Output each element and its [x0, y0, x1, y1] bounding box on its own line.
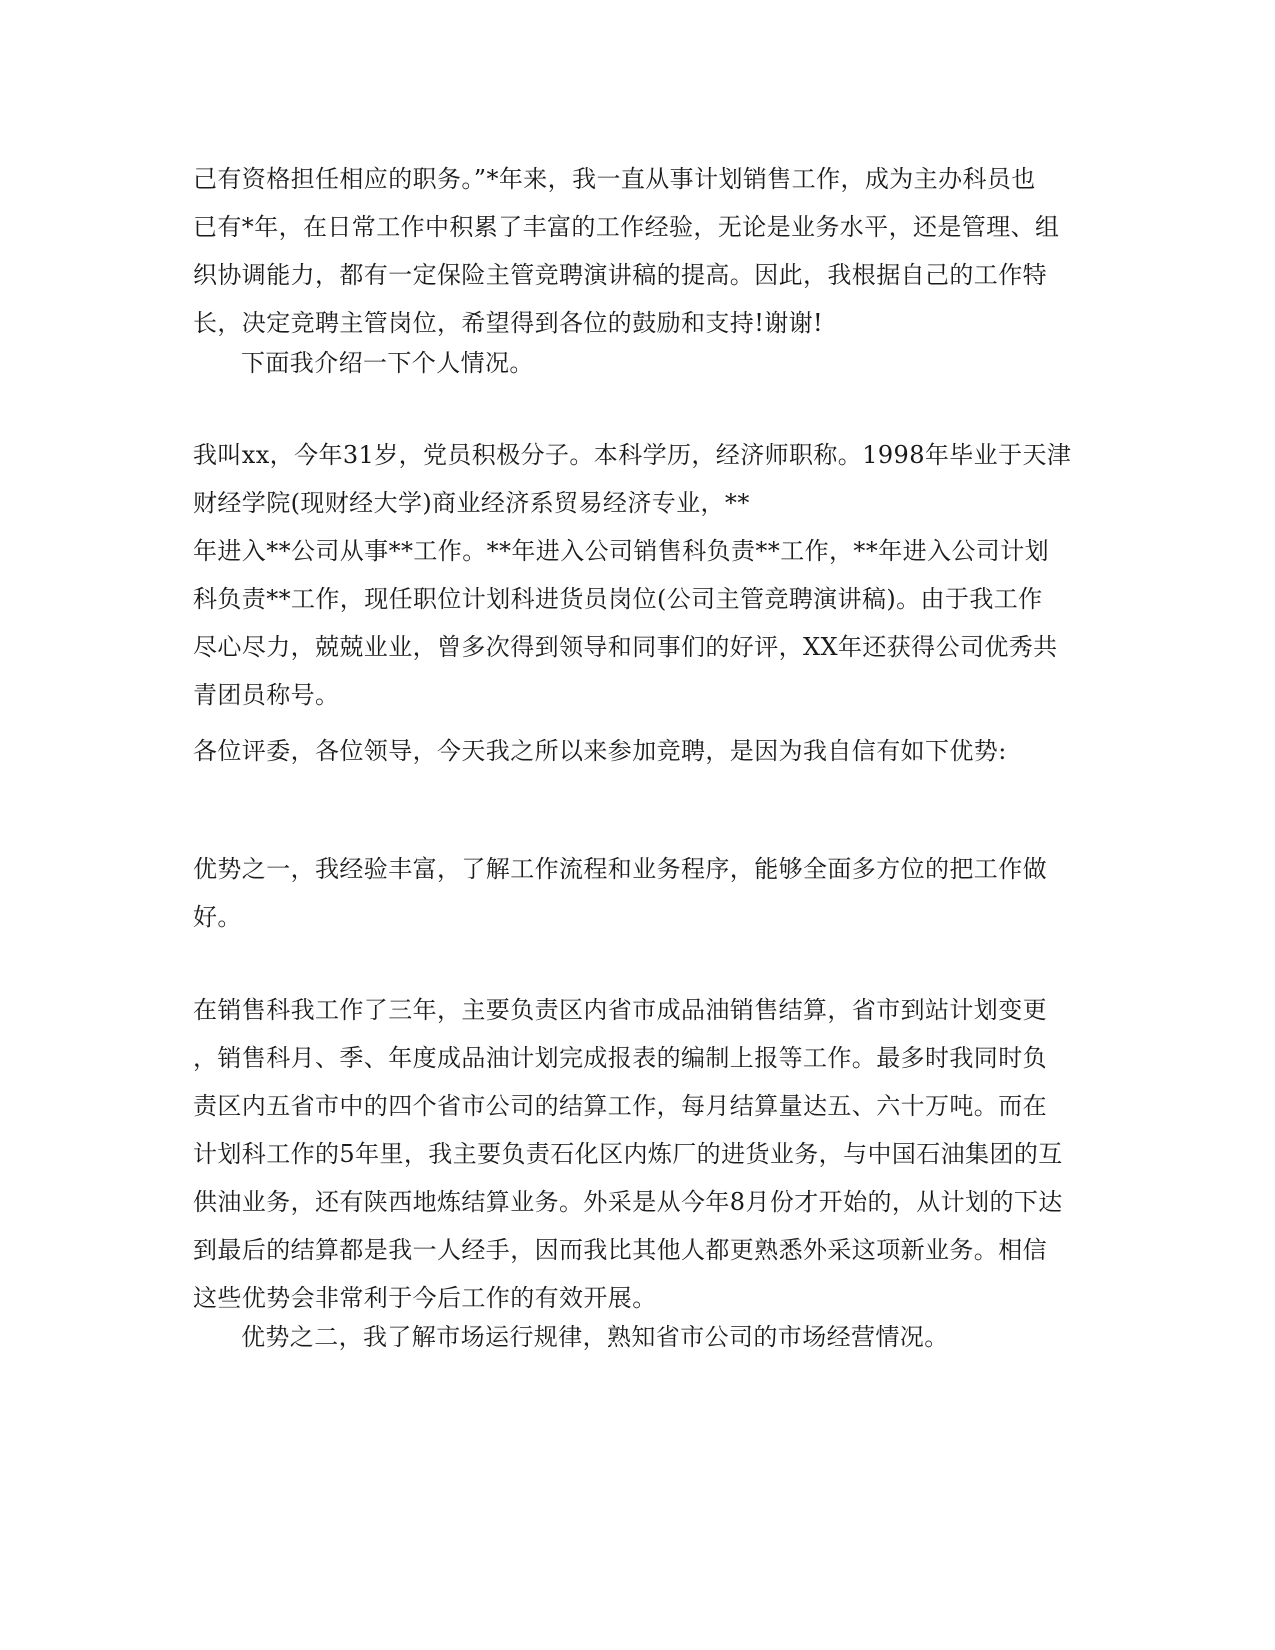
text-line: 青团员称号。	[193, 681, 340, 709]
paragraph-sales-experience	[193, 986, 1083, 1322]
paragraph-advantage-two	[193, 1313, 1083, 1361]
text-line: 下面我介绍一下个人情况。	[241, 349, 534, 377]
text-line: 己有资格担任相应的职务。”*年来，我一直从事计划销售工作，成为主办科员也	[193, 165, 1036, 193]
text-line: 长，决定竞聘主管岗位，希望得到各位的鼓励和支持!谢谢!	[193, 309, 824, 337]
text-line: 财经学院(现财经大学)商业经济系贸易经济专业，**	[193, 489, 750, 517]
text-line: 各位评委，各位领导，今天我之所以来参加竞聘，是因为我自信有如下优势:	[193, 737, 1007, 765]
paragraph-advantages-intro	[193, 727, 1083, 775]
paragraph-personal-info	[193, 431, 1083, 719]
paragraph-advantage-one	[193, 845, 1083, 941]
text-line: 织协调能力，都有一定保险主管竞聘演讲稿的提高。因此，我根据自己的工作特	[193, 261, 1047, 289]
text-line: 年进入**公司从事**工作。**年进入公司销售科负责**工作，**年进入公司计划	[193, 537, 1049, 565]
text-line: ，销售科月、季、年度成品油计划完成报表的编制上报等工作。最多时我同时负	[193, 1044, 1047, 1072]
text-line: 责区内五省市中的四个省市公司的结算工作，每月结算量达五、六十万吨。而在	[193, 1092, 1047, 1120]
text-line: 在销售科我工作了三年，主要负责区内省市成品油销售结算，省市到站计划变更	[193, 996, 1047, 1024]
text-line: 计划科工作的5年里，我主要负责石化区内炼厂的进货业务，与中国石油集团的互	[193, 1140, 1063, 1168]
text-line: 优势之二，我了解市场运行规律，熟知省市公司的市场经营情况。	[241, 1323, 949, 1351]
text-line: 这些优势会非常利于今后工作的有效开展。	[193, 1284, 657, 1312]
paragraph-qualification	[193, 155, 1083, 347]
text-line: 我叫xx，今年31岁，党员积极分子。本科学历，经济师职称。1998年毕业于天津	[193, 441, 1072, 469]
paragraph-intro	[193, 339, 1083, 387]
text-line: 尽心尽力，兢兢业业，曾多次得到领导和同事们的好评，XX年还获得公司优秀共	[193, 633, 1058, 661]
text-line: 供油业务，还有陕西地炼结算业务。外采是从今年8月份才开始的，从计划的下达	[193, 1188, 1063, 1216]
text-line: 到最后的结算都是我一人经手，因而我比其他人都更熟悉外采这项新业务。相信	[193, 1236, 1047, 1264]
text-line: 已有*年，在日常工作中积累了丰富的工作经验，无论是业务水平，还是管理、组	[193, 213, 1060, 241]
text-line: 好。	[193, 903, 242, 931]
text-line: 优势之一，我经验丰富，了解工作流程和业务程序，能够全面多方位的把工作做	[193, 855, 1047, 883]
text-line: 科负责**工作，现任职位计划科进货员岗位(公司主管竞聘演讲稿)。由于我工作	[193, 585, 1043, 613]
